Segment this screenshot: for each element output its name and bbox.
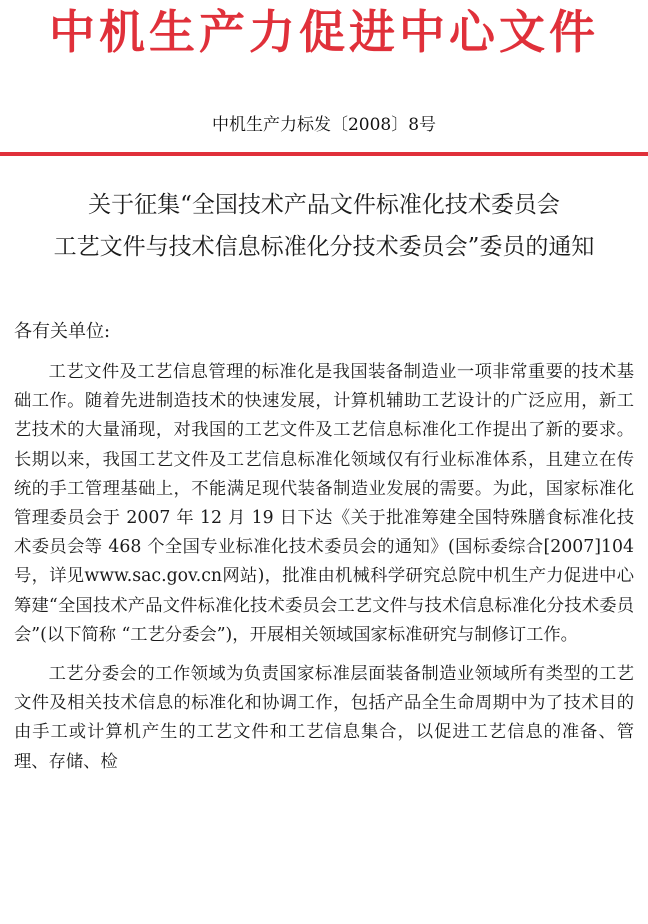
notice-title-line-1: 关于征集“全国技术产品文件标准化技术委员会 xyxy=(88,192,560,218)
body-text xyxy=(14,358,634,787)
red-header-rule xyxy=(0,152,648,156)
body-paragraph-2: 工艺分委会的工作领域为负责国家标准层面装备制造业领域所有类型的工艺文件及相关技术信息的标准化和协调工作，包括产品全生命周期中为了技术目的由手工或计算机产生的工艺文件和工艺信息集合，以促进工艺信息的准备、管理、存储、检 xyxy=(14,664,634,772)
document-number: 中机生产力标发〔2008〕8号 xyxy=(211,115,437,135)
body-paragraph-1: 工艺文件及工艺信息管理的标准化是我国装备制造业一项非常重要的技术基础工作。随着先进制造技术的快速发展，计算机辅助工艺设计的广泛应用，新工艺技术的大量涌现，对我国的工艺文件及工艺信息标准化工作提出了新的要求。长期以来，我国工艺文件及工艺信息标准化领域仅有行业标准体系，且建立在传统的手工管理基础上，不能满足现代装备制造业发展的需要。为此，国家标准化管理委员会于 2007 年 12 月 19 日下达《关于批准筹建全国特殊膳食标准化技术委员会等 468 个全国专业标准化技术委员会的通知》(国标委综合[2007]104 号，详见www.sac.gov.cn网站)，批准由机械科学研究总院中机生产力促进中心筹建“全国技术产品文件标准化技术委员会工艺文件与技术信息标准化分技术委员会”(以下简称 “工艺分委会”)，开展相关领域国家标准研究与制修订工作。 xyxy=(14,362,634,645)
salutation: 各有关单位: xyxy=(14,321,111,342)
notice-title-line-2: 工艺文件与技术信息标准化分技术委员会”委员的通知 xyxy=(53,234,595,260)
notice-title xyxy=(0,184,648,268)
issuer-masthead: 中机生产力促进中心文件 xyxy=(49,5,599,59)
